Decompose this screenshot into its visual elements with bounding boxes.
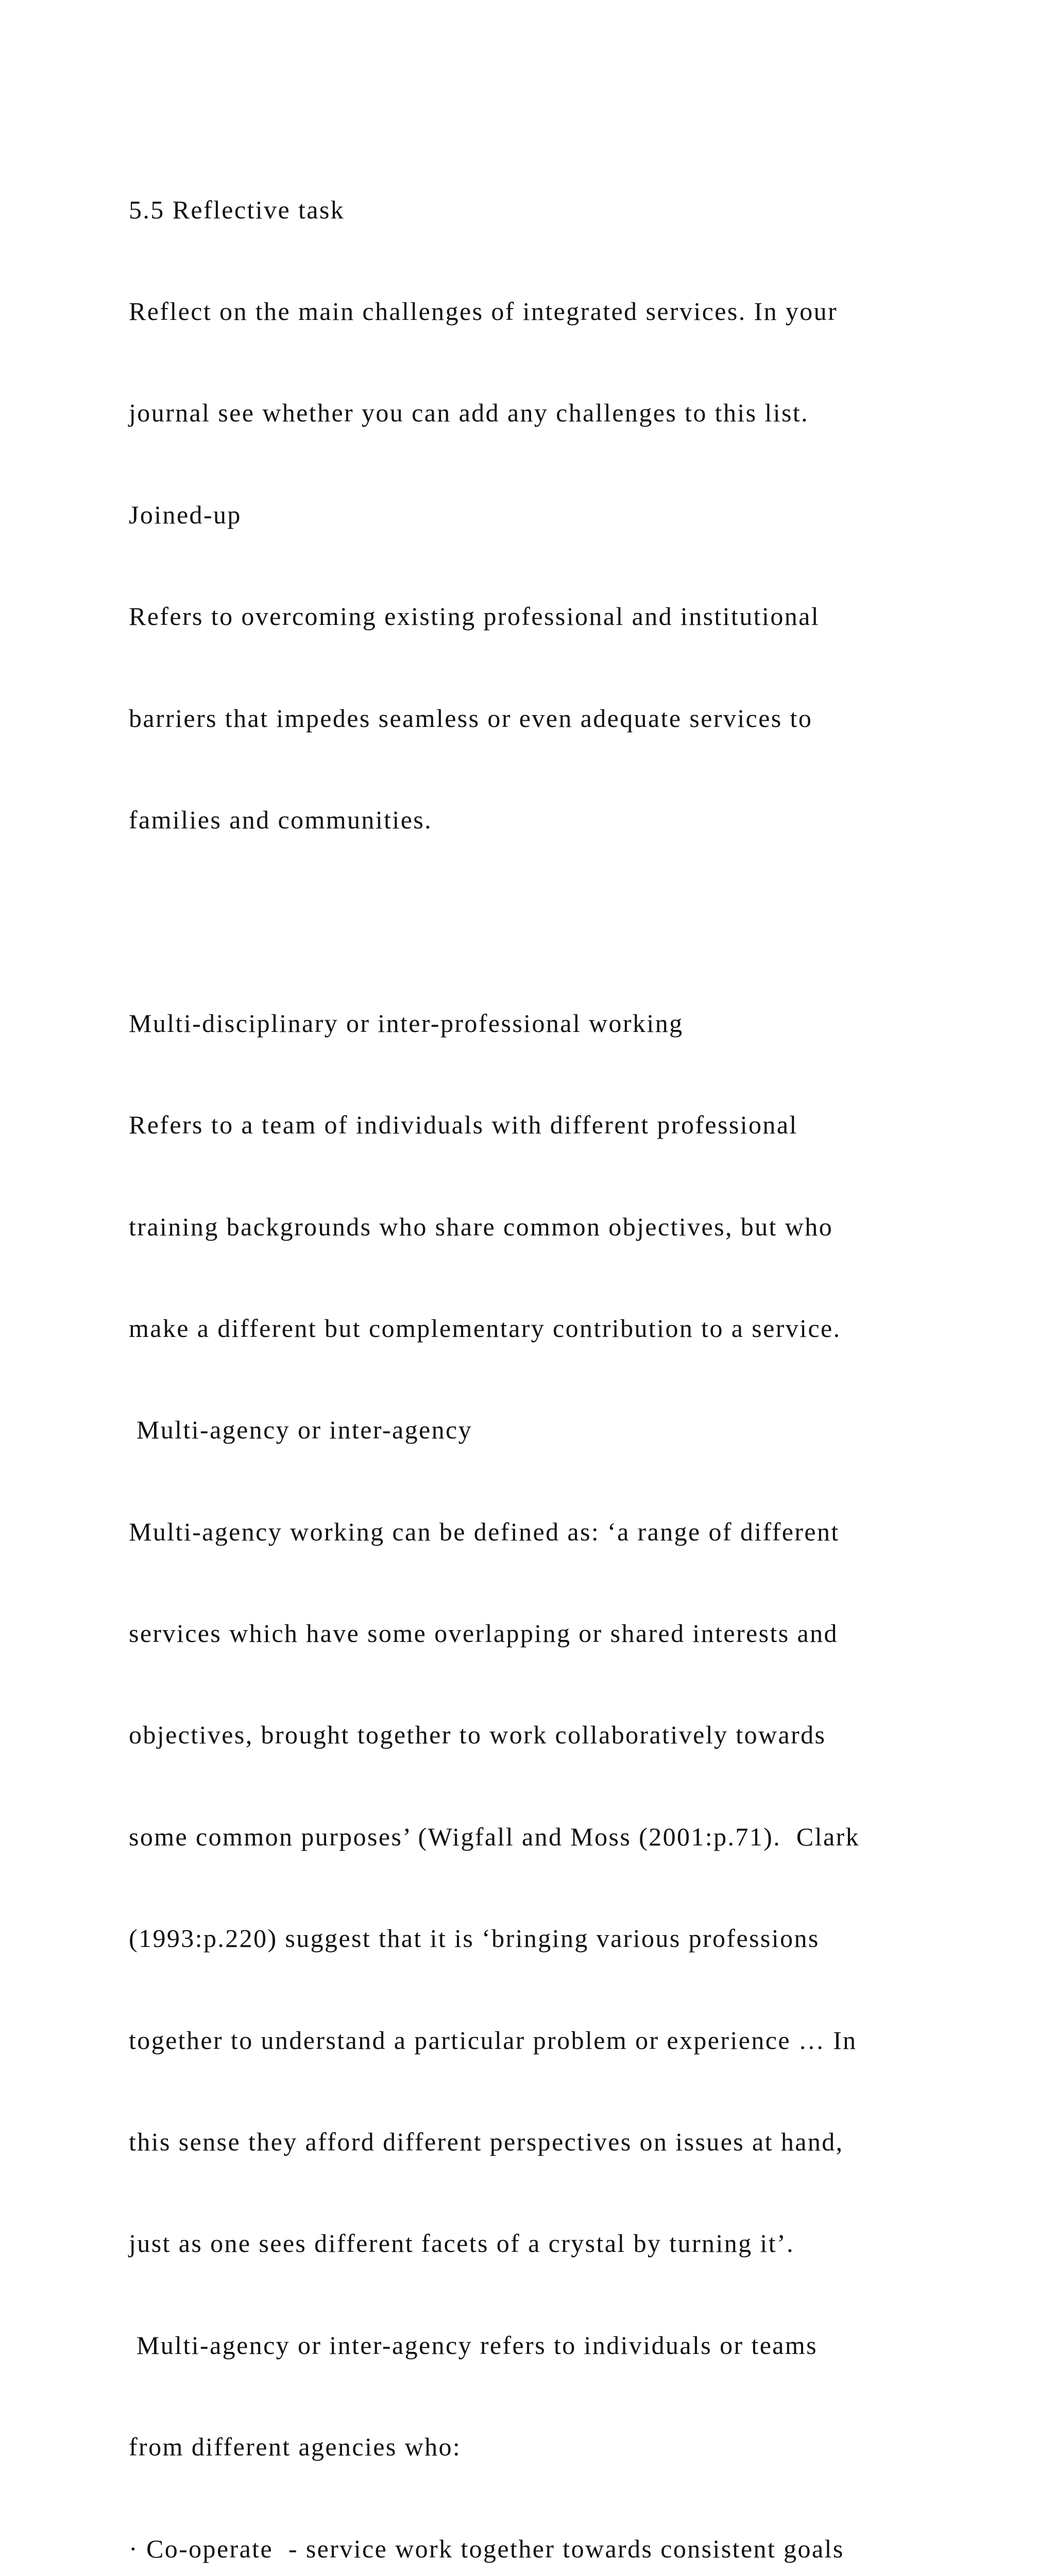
text-line: Refers to overcoming existing professional and institutional (129, 602, 820, 631)
term-heading-multi-agency: Multi-agency or inter-agency (129, 1415, 472, 1445)
text-line: some common purposes’ (Wigfall and Moss (2001:p.71). Clark (129, 1822, 860, 1851)
text-line: Multi-agency or inter-agency refers to individuals or teams (129, 2330, 818, 2360)
bullet-item-co-operate: · Co-operate - service work together towards consistent goals (129, 2534, 844, 2563)
document-body (129, 125, 979, 2576)
term-heading-multi-disciplinary: Multi-disciplinary or inter-professional working (129, 1008, 684, 1038)
section-heading: 5.5 Reflective task (129, 195, 345, 224)
text-line: families and communities. (129, 805, 433, 834)
text-line: journal see whether you can add any challenges to this list. (129, 398, 809, 428)
text-line: barriers that impedes seamless or even adequate services to (129, 703, 813, 733)
text-line: this sense they afford different perspectives on issues at hand, (129, 2127, 844, 2157)
text-line: Refers to a team of individuals with different professional (129, 1110, 798, 1140)
text-line: just as one sees different facets of a crystal by turning it’. (129, 2229, 794, 2258)
text-line: (1993:p.220) suggest that it is ‘bringing various professions (129, 1924, 820, 1953)
text-line: training backgrounds who share common objectives, but who (129, 1212, 833, 1241)
text-line: Reflect on the main challenges of integrated services. In your (129, 296, 838, 326)
blank-line (129, 905, 979, 939)
text-line: services which have some overlapping or shared interests and (129, 1619, 838, 1648)
text-line: objectives, brought together to work collaboratively towards (129, 1720, 826, 1750)
term-heading-joined-up: Joined-up (129, 500, 242, 529)
text-line: from different agencies who: (129, 2432, 462, 2462)
text-line: Multi-agency working can be defined as: ‘a range of different (129, 1517, 840, 1546)
text-line: together to understand a particular problem or experience … In (129, 2025, 857, 2055)
text-line: make a different but complementary contribution to a service. (129, 1313, 841, 1343)
